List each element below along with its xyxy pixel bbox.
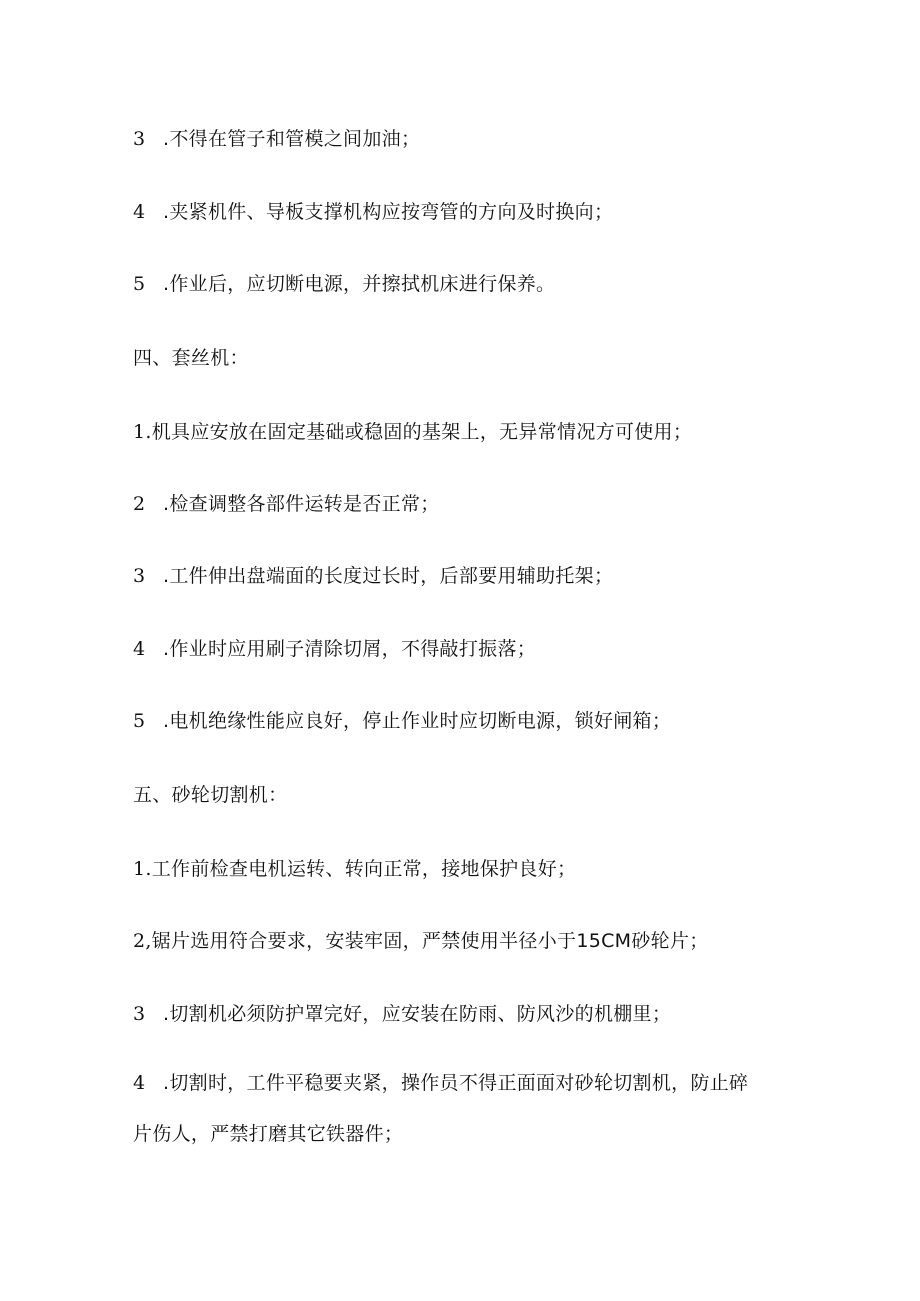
item-number: 4 (133, 201, 146, 223)
list-item (133, 709, 823, 733)
item-text: .切割时，工件平稳要夹紧，操作员不得正面面对砂轮切割机，防止碎 (163, 1072, 749, 1094)
item-number: 4 (133, 1072, 146, 1094)
list-item (133, 127, 823, 151)
list-item (133, 564, 823, 588)
item-number: 2 (133, 493, 146, 515)
item-number: 5 (133, 710, 146, 732)
item-text: .工件伸出盘端面的长度过长时，后部要用辅助托架； (163, 565, 614, 587)
item-text: 锯片选用符合要求，安装牢固，严禁使用半径小于15CM砂轮片； (151, 930, 709, 952)
item-text: .作业时应用刷子清除切屑，不得敲打振落； (163, 638, 537, 660)
heading-text: 四、套丝机： (133, 347, 249, 369)
item-text: 片伤人，严禁打磨其它铁器件； (133, 1123, 404, 1145)
list-item (133, 1071, 823, 1095)
item-text: .电机绝缘性能应良好，停止作业时应切断电源，锁好闸箱； (163, 710, 672, 732)
item-number: 5 (133, 273, 146, 295)
list-item-continuation (133, 1122, 823, 1146)
item-number: 2, (133, 930, 152, 952)
section-heading (133, 346, 823, 370)
list-item (133, 200, 823, 224)
list-item (133, 1002, 823, 1026)
item-number: 3 (133, 565, 146, 587)
list-item (133, 637, 823, 661)
list-item (133, 420, 823, 444)
item-text: .切割机必须防护罩完好，应安装在防雨、防风沙的机棚里； (163, 1003, 672, 1025)
item-text: 工作前检查电机运转、转向正常，接地保护良好； (151, 858, 577, 880)
section-heading (133, 783, 823, 807)
item-number: 1. (133, 421, 152, 443)
item-number: 3 (133, 128, 146, 150)
list-item (133, 492, 823, 516)
item-number: 1. (133, 858, 152, 880)
list-item (133, 272, 823, 296)
item-number: 3 (133, 1003, 146, 1025)
item-text: .夹紧机件、导板支撑机构应按弯管的方向及时换向； (163, 201, 614, 223)
list-item (133, 857, 823, 881)
item-number: 4 (133, 638, 146, 660)
item-text: 机具应安放在固定基础或稳固的基架上，无异常情况方可使用； (151, 421, 693, 443)
list-item (133, 929, 823, 953)
heading-text: 五、砂轮切割机： (133, 784, 288, 806)
item-text: .不得在管子和管模之间加油； (163, 128, 421, 150)
item-text: .作业后，应切断电源，并擦拭机床进行保养。 (163, 273, 556, 295)
item-text: .检查调整各部件运转是否正常； (163, 493, 440, 515)
